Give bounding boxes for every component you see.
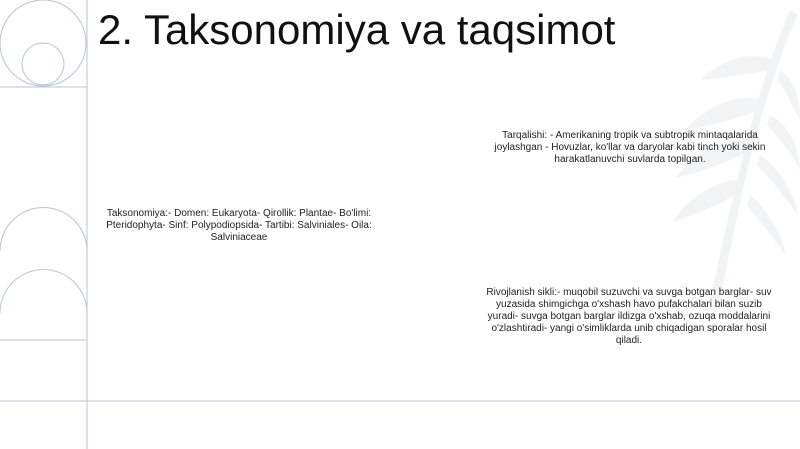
distribution-text: Tarqalishi: - Amerikaning tropik va subtropik mintaqalarida joylashgan - Hovuzlar, ko'llar va daryolar kabi tinch yoki sekin harakatlanuvchi suvlarda topilgan. — [494, 130, 766, 165]
slide-title: 2. Taksonomiya va taqsimot — [98, 6, 616, 53]
taxonomy-text: Taksonomiya:- Domen: Eukaryota- Qirollik: Plantae- Bo'limi: Pteridophyta- Sinf: Polypodiopsida- Tartibi: Salviniales- Oila: Salviniaceae — [106, 208, 372, 243]
lifecycle-text: Rivojlanish sikli:- muqobil suzuvchi va suvga botgan barglar- suv yuzasida shimgichga o'xshash havo pufakchalari bilan suzib yuradi- suvga botgan barglar ildizga o'xshab, ozuqa moddalarini o'zlashtiradi- yangi o'simliklarda unib chiqadigan sporalar hosil qiladi. — [486, 287, 772, 346]
